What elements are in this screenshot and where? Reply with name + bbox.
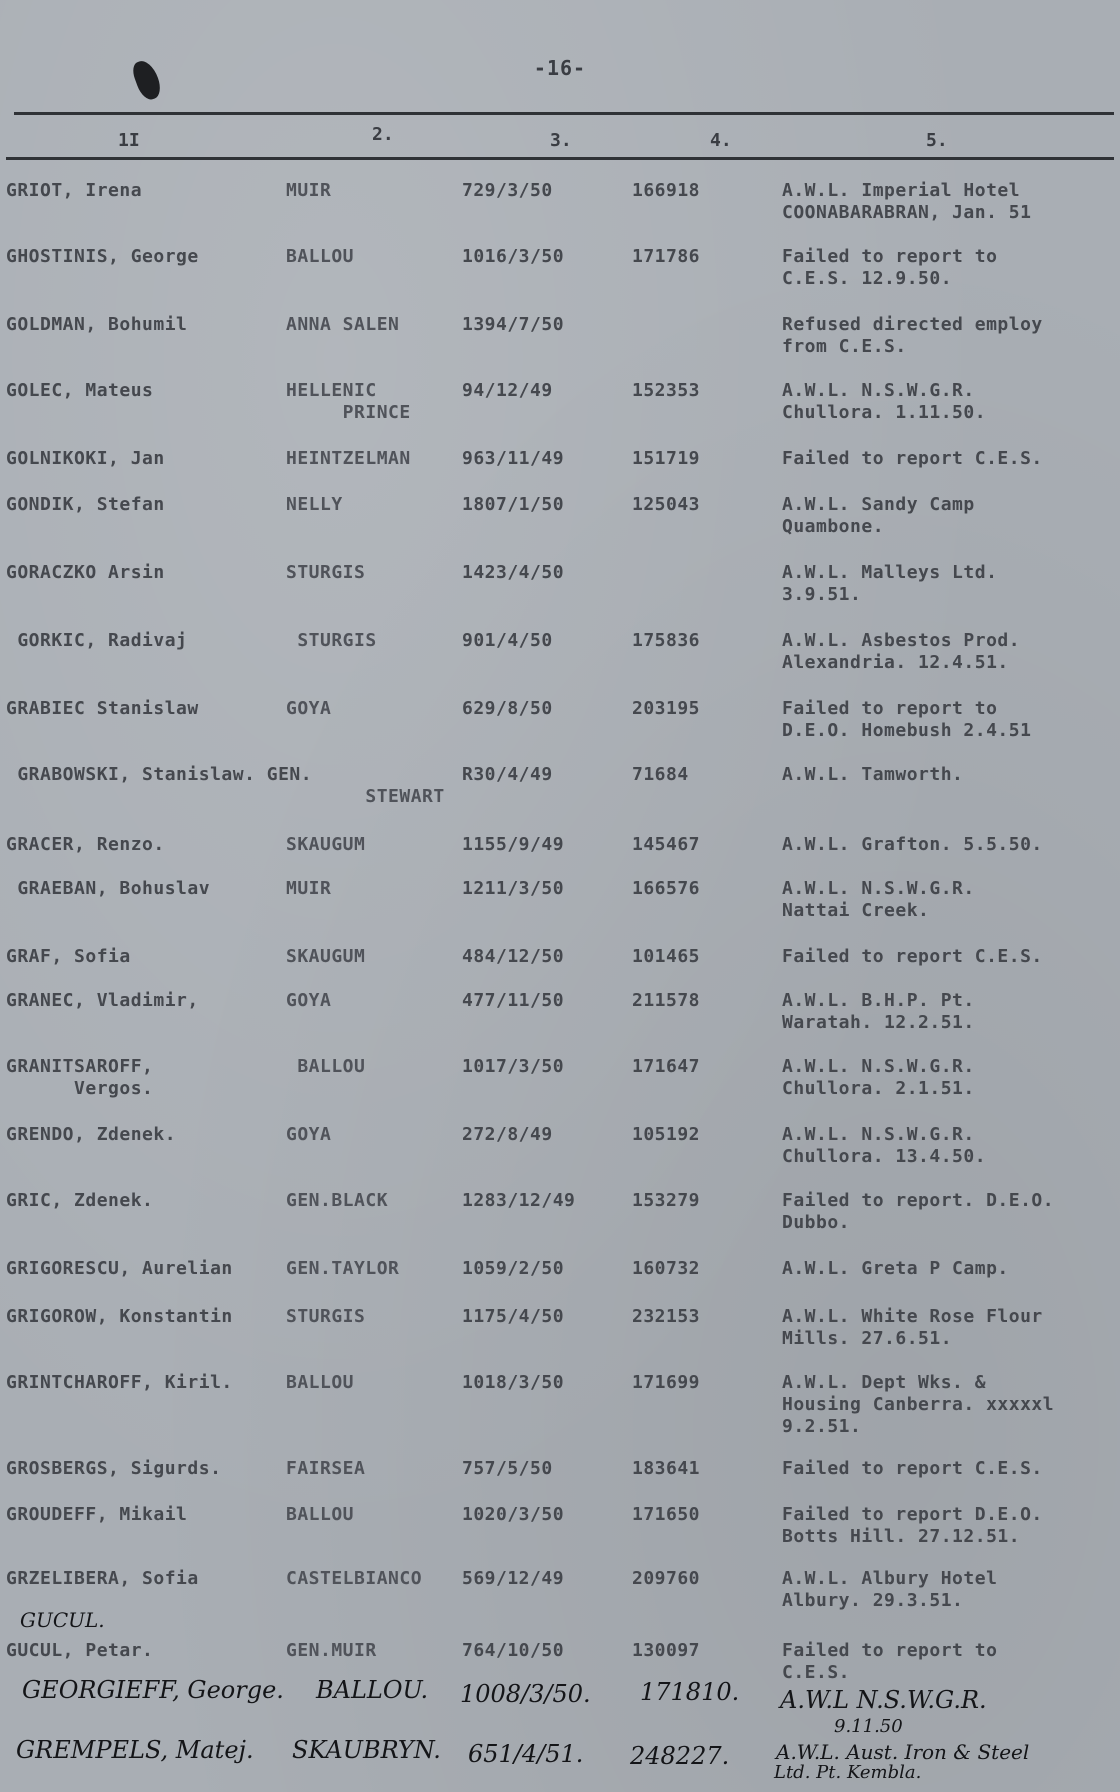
entry-number: 171699 <box>632 1372 701 1393</box>
entry-reference: 1423/4/50 <box>462 562 565 583</box>
entry-ship: SKAUGUM <box>286 946 366 967</box>
entry-ship: FAIRSEA <box>286 1458 366 1479</box>
handwritten-num: 248227. <box>630 1742 730 1770</box>
entry-ship: STEWART <box>365 786 445 807</box>
entry-ship: STURGIS <box>286 562 366 583</box>
entry-ship: CASTELBIANCO <box>286 1568 423 1589</box>
handwritten-name: GREMPELS, Matej. <box>16 1736 254 1764</box>
entry-ship: BALLOU <box>286 1372 355 1393</box>
entry-remarks: Failed to report C.E.S. <box>782 946 1043 967</box>
entry-name: GOLNIKOKI, Jan <box>6 448 165 469</box>
entry-reference: 1155/9/49 <box>462 834 565 855</box>
entry-remarks: A.W.L. Grafton. 5.5.50. <box>782 834 1043 855</box>
entry-name: GRIOT, Irena <box>6 180 143 201</box>
handwritten-ship: BALLOU. <box>316 1676 429 1704</box>
entry-number: 183641 <box>632 1458 701 1479</box>
column-header-1: 1I <box>118 130 140 151</box>
handwritten-name: GEORGIEFF, George. <box>22 1676 284 1704</box>
entry-remarks: Failed to report to C.E.S. 12.9.50. <box>782 246 998 289</box>
entry-name: GRANEC, Vladimir, <box>6 990 199 1011</box>
entry-ship: MUIR <box>286 180 332 201</box>
entry-name: GHOSTINIS, George <box>6 246 199 267</box>
entry-remarks: Failed to report to C.E.S. <box>782 1640 998 1683</box>
handwritten-ref: 651/4/51. <box>468 1740 584 1768</box>
entry-name: GROSBERGS, Sigurds. <box>6 1458 222 1479</box>
handwritten-date-note: 9.11.50 <box>834 1716 903 1737</box>
header-rule-top <box>14 112 1114 115</box>
entry-number: 105192 <box>632 1124 701 1145</box>
entry-ship: GEN.TAYLOR <box>286 1258 400 1279</box>
entry-name: GRABIEC Stanislaw <box>6 698 199 719</box>
entry-name: GORKIC, Radivaj <box>6 630 188 651</box>
table-row <box>0 180 1120 240</box>
entry-reference: 1175/4/50 <box>462 1306 565 1327</box>
entry-ship: HEINTZELMAN <box>286 448 411 469</box>
entry-name: GROUDEFF, Mikail <box>6 1504 188 1525</box>
entry-remarks: A.W.L. Imperial Hotel COONABARABRAN, Jan. 51 <box>782 180 1032 223</box>
entry-number: 166918 <box>632 180 701 201</box>
entry-remarks: A.W.L. N.S.W.G.R. Chullora. 13.4.50. <box>782 1124 987 1167</box>
entry-name: GOLEC, Mateus <box>6 380 154 401</box>
entry-name: GRANITSAROFF, Vergos. <box>6 1056 154 1099</box>
entry-number: 232153 <box>632 1306 701 1327</box>
entry-remarks: A.W.L. Greta P Camp. <box>782 1258 1009 1279</box>
entry-number: 125043 <box>632 494 701 515</box>
entry-number: 209760 <box>632 1568 701 1589</box>
entry-number: 160732 <box>632 1258 701 1279</box>
entry-ship: GOYA <box>286 1124 332 1145</box>
entry-reference: 901/4/50 <box>462 630 553 651</box>
entry-number: 171786 <box>632 246 701 267</box>
entry-number: 152353 <box>632 380 701 401</box>
entry-number: 166576 <box>632 878 701 899</box>
entry-remarks: A.W.L. N.S.W.G.R. Chullora. 2.1.51. <box>782 1056 975 1099</box>
entry-number: 101465 <box>632 946 701 967</box>
table-row <box>0 878 1120 938</box>
entry-remarks: Refused directed employ from C.E.S. <box>782 314 1043 357</box>
entry-ship: BALLOU <box>286 246 355 267</box>
table-row <box>0 1306 1120 1366</box>
entry-name: GRZELIBERA, Sofia <box>6 1568 199 1589</box>
column-header-4: 4. <box>710 130 732 151</box>
entry-remarks: A.W.L. Asbestos Prod. Alexandria. 12.4.51. <box>782 630 1021 673</box>
entry-remarks: A.W.L. White Rose Flour Mills. 27.6.51. <box>782 1306 1043 1349</box>
entry-name: GOLDMAN, Bohumil <box>6 314 188 335</box>
table-row <box>0 630 1120 690</box>
table-row <box>0 1190 1120 1250</box>
entry-ship: GEN.BLACK <box>286 1190 389 1211</box>
entry-reference: 1807/1/50 <box>462 494 565 515</box>
entry-remarks: A.W.L. Sandy Camp Quambone. <box>782 494 975 537</box>
entry-reference: 1394/7/50 <box>462 314 565 335</box>
entry-ship: HELLENIC PRINCE <box>286 380 411 423</box>
entry-number: 171650 <box>632 1504 701 1525</box>
handwritten-remarks-line2: Ltd. Pt. Kembla. <box>774 1762 922 1783</box>
entry-number: 130097 <box>632 1640 701 1661</box>
entry-ship: BALLOU <box>286 1504 355 1525</box>
entry-reference: 477/11/50 <box>462 990 565 1011</box>
entry-reference: 729/3/50 <box>462 180 553 201</box>
entry-name: GRIGOROW, Konstantin <box>6 1306 233 1327</box>
entry-ship: SKAUGUM <box>286 834 366 855</box>
table-row <box>0 1504 1120 1564</box>
handwritten-remarks: A.W.L N.S.W.G.R. <box>780 1686 987 1714</box>
entry-remarks: A.W.L. Albury Hotel Albury. 29.3.51. <box>782 1568 998 1611</box>
entry-remarks: A.W.L. Tamworth. <box>782 764 964 785</box>
entry-remarks: Failed to report to D.E.O. Homebush 2.4.51 <box>782 698 1032 741</box>
table-row <box>0 562 1120 622</box>
entry-number: 71684 <box>632 764 689 785</box>
table-row <box>0 1056 1120 1116</box>
entry-name: GUCUL, Petar. <box>6 1640 154 1661</box>
table-row <box>0 1124 1120 1184</box>
entry-ship: GOYA <box>286 990 332 1011</box>
entry-reference: 757/5/50 <box>462 1458 553 1479</box>
entry-ship: ANNA SALEN <box>286 314 400 335</box>
entry-number: 203195 <box>632 698 701 719</box>
entry-ship: GOYA <box>286 698 332 719</box>
entry-remarks: A.W.L. Dept Wks. & Housing Canberra. xxxxxl 9.2.51. <box>782 1372 1055 1437</box>
column-header-5: 5. <box>926 130 948 151</box>
entry-reference: 569/12/49 <box>462 1568 565 1589</box>
entry-ship: NELLY <box>286 494 343 515</box>
entry-reference: 764/10/50 <box>462 1640 565 1661</box>
entry-reference: 1283/12/49 <box>462 1190 576 1211</box>
entry-remarks: A.W.L. N.S.W.G.R. Chullora. 1.11.50. <box>782 380 987 423</box>
handwritten-ship: SKAUBRYN. <box>292 1736 441 1764</box>
entry-reference: 1016/3/50 <box>462 246 565 267</box>
entry-reference: 1018/3/50 <box>462 1372 565 1393</box>
table-row <box>0 246 1120 306</box>
handwritten-remarks: A.W.L. Aust. Iron & Steel <box>776 1740 1030 1764</box>
entry-ship: STURGIS <box>286 630 377 651</box>
entry-number: 151719 <box>632 448 701 469</box>
entry-reference: 1059/2/50 <box>462 1258 565 1279</box>
table-row <box>0 314 1120 374</box>
table-row <box>0 380 1120 440</box>
entry-number: 211578 <box>632 990 701 1011</box>
entry-name: GRIC, Zdenek. <box>6 1190 154 1211</box>
entry-name: GORACZKO Arsin <box>6 562 165 583</box>
header-rule-bottom <box>6 157 1114 160</box>
entry-remarks: Failed to report C.E.S. <box>782 448 1043 469</box>
entry-ship: GEN.MUIR <box>286 1640 377 1661</box>
entry-number: 145467 <box>632 834 701 855</box>
table-row <box>0 1372 1120 1437</box>
entry-number: 153279 <box>632 1190 701 1211</box>
entry-reference: R30/4/49 <box>462 764 553 785</box>
entry-name: GRENDO, Zdenek. <box>6 1124 177 1145</box>
table-row <box>0 990 1120 1050</box>
entry-reference: 484/12/50 <box>462 946 565 967</box>
entry-remarks: A.W.L. B.H.P. Pt. Waratah. 12.2.51. <box>782 990 975 1033</box>
table-row <box>0 494 1120 554</box>
entry-number: 175836 <box>632 630 701 651</box>
column-header-2: 2. <box>372 124 394 145</box>
entry-reference: 1020/3/50 <box>462 1504 565 1525</box>
entry-name: GRAF, Sofia <box>6 946 131 967</box>
table-row <box>0 1568 1120 1628</box>
entry-ship: STURGIS <box>286 1306 366 1327</box>
entry-remarks: Failed to report C.E.S. <box>782 1458 1043 1479</box>
table-row <box>0 698 1120 758</box>
entry-remarks: Failed to report D.E.O. Botts Hill. 27.12.51. <box>782 1504 1043 1547</box>
entry-name: GRIGORESCU, Aurelian <box>6 1258 233 1279</box>
column-header-3: 3. <box>550 130 572 151</box>
entry-reference: 272/8/49 <box>462 1124 553 1145</box>
entry-reference: 963/11/49 <box>462 448 565 469</box>
entry-reference: 1211/3/50 <box>462 878 565 899</box>
entry-ship: BALLOU <box>286 1056 366 1077</box>
entry-reference: 94/12/49 <box>462 380 553 401</box>
handwritten-ref: 1008/3/50. <box>460 1680 591 1708</box>
handwritten-num: 171810. <box>640 1678 740 1706</box>
page-number: -16- <box>533 56 587 80</box>
entry-remarks: Failed to report. D.E.O. Dubbo. <box>782 1190 1055 1233</box>
entry-name: GRABOWSKI, Stanislaw. GEN. <box>6 764 313 785</box>
table-row <box>0 764 1120 824</box>
entry-number: 171647 <box>632 1056 701 1077</box>
entry-reference: 1017/3/50 <box>462 1056 565 1077</box>
entry-remarks: A.W.L. N.S.W.G.R. Nattai Creek. <box>782 878 975 921</box>
entry-name: GRINTCHAROFF, Kiril. <box>6 1372 233 1393</box>
entry-ship: MUIR <box>286 878 332 899</box>
handwritten-gucul-correction: GUCUL. <box>20 1608 105 1632</box>
entry-reference: 629/8/50 <box>462 698 553 719</box>
entry-name: GRAEBAN, Bohuslav <box>6 878 211 899</box>
entry-remarks: A.W.L. Malleys Ltd. 3.9.51. <box>782 562 998 605</box>
entry-name: GRACER, Renzo. <box>6 834 165 855</box>
entry-name: GONDIK, Stefan <box>6 494 165 515</box>
